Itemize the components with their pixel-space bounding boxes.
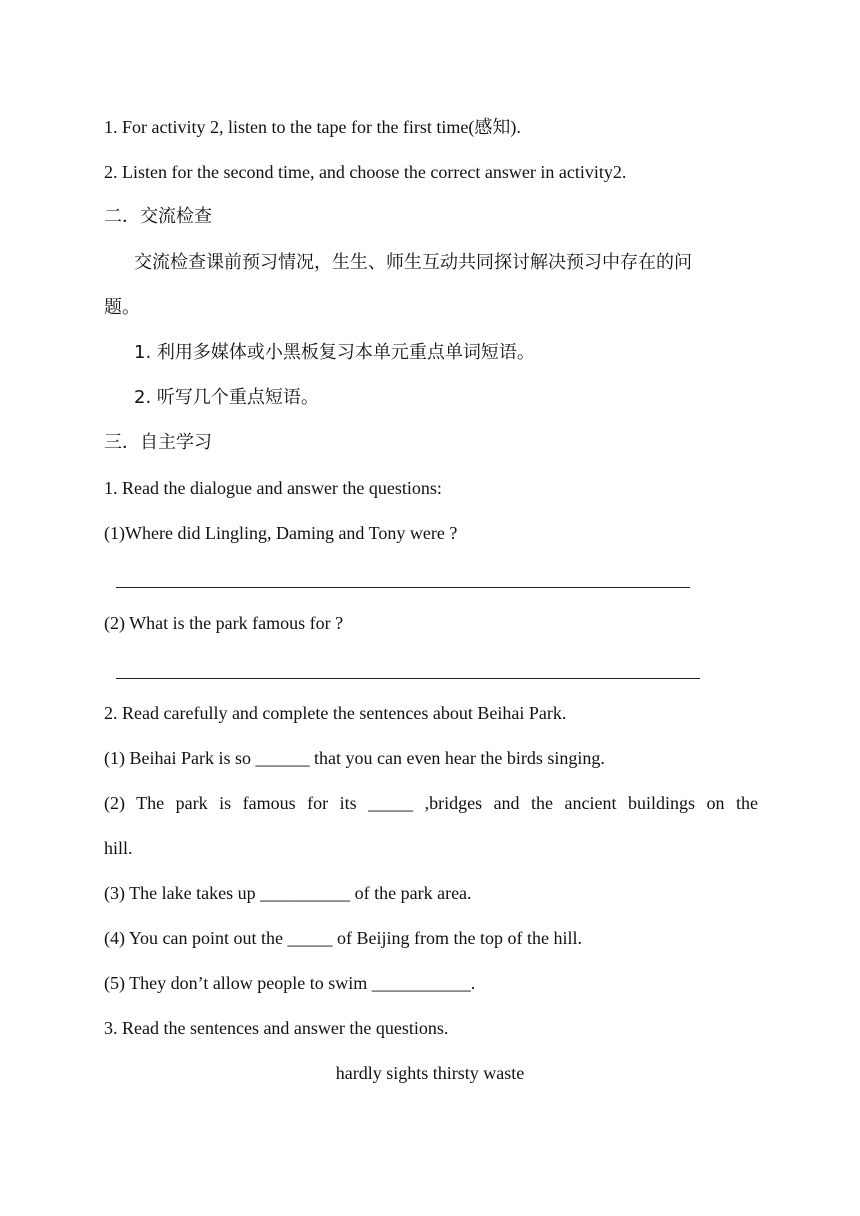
exchange-item-1: 1. 利用多媒体或小黑板复习本单元重点单词短语。 xyxy=(134,342,535,363)
section-heading-exchange-check: 二．交流检查 xyxy=(104,206,212,227)
sentence-2-line-2: hill. xyxy=(104,838,133,858)
section-heading-self-study: 三．自主学习 xyxy=(104,432,212,453)
task-1-instruction: 1. Read the dialogue and answer the questions: xyxy=(104,478,442,498)
question-2: (2) What is the park famous for ? xyxy=(104,613,344,633)
sentence-4: (4) You can point out the _____ of Beijing from the top of the hill. xyxy=(104,928,582,948)
exchange-item-2: 2. 听写几个重点短语。 xyxy=(134,387,319,408)
exchange-paragraph-line-2: 题。 xyxy=(104,297,140,318)
task-3-instruction: 3. Read the sentences and answer the questions. xyxy=(104,1018,449,1038)
question-1: (1)Where did Lingling, Daming and Tony were ? xyxy=(104,523,458,543)
exchange-paragraph-line-1: 交流检查课前预习情况，生生、师生互动共同探讨解决预习中存在的问 xyxy=(134,252,692,273)
task-2-instruction: 2. Read carefully and complete the sentences about Beihai Park. xyxy=(104,703,567,723)
answer-line-2 xyxy=(116,678,700,679)
sentence-2-line-1: (2) The park is famous for its _____ ,bridges and the ancient buildings on the xyxy=(104,793,758,813)
activity-instruction-2: 2. Listen for the second time, and choose the correct answer in activity2. xyxy=(104,162,627,182)
sentence-3: (3) The lake takes up __________ of the park area. xyxy=(104,883,472,903)
word-bank: hardly sights thirsty waste xyxy=(335,1063,525,1083)
sentence-1: (1) Beihai Park is so ______ that you can even hear the birds singing. xyxy=(104,748,605,768)
answer-line-1 xyxy=(116,587,690,588)
activity-instruction-1: 1. For activity 2, listen to the tape for the first time(感知). xyxy=(104,117,521,137)
sentence-5: (5) They don’t allow people to swim ___________. xyxy=(104,973,476,993)
